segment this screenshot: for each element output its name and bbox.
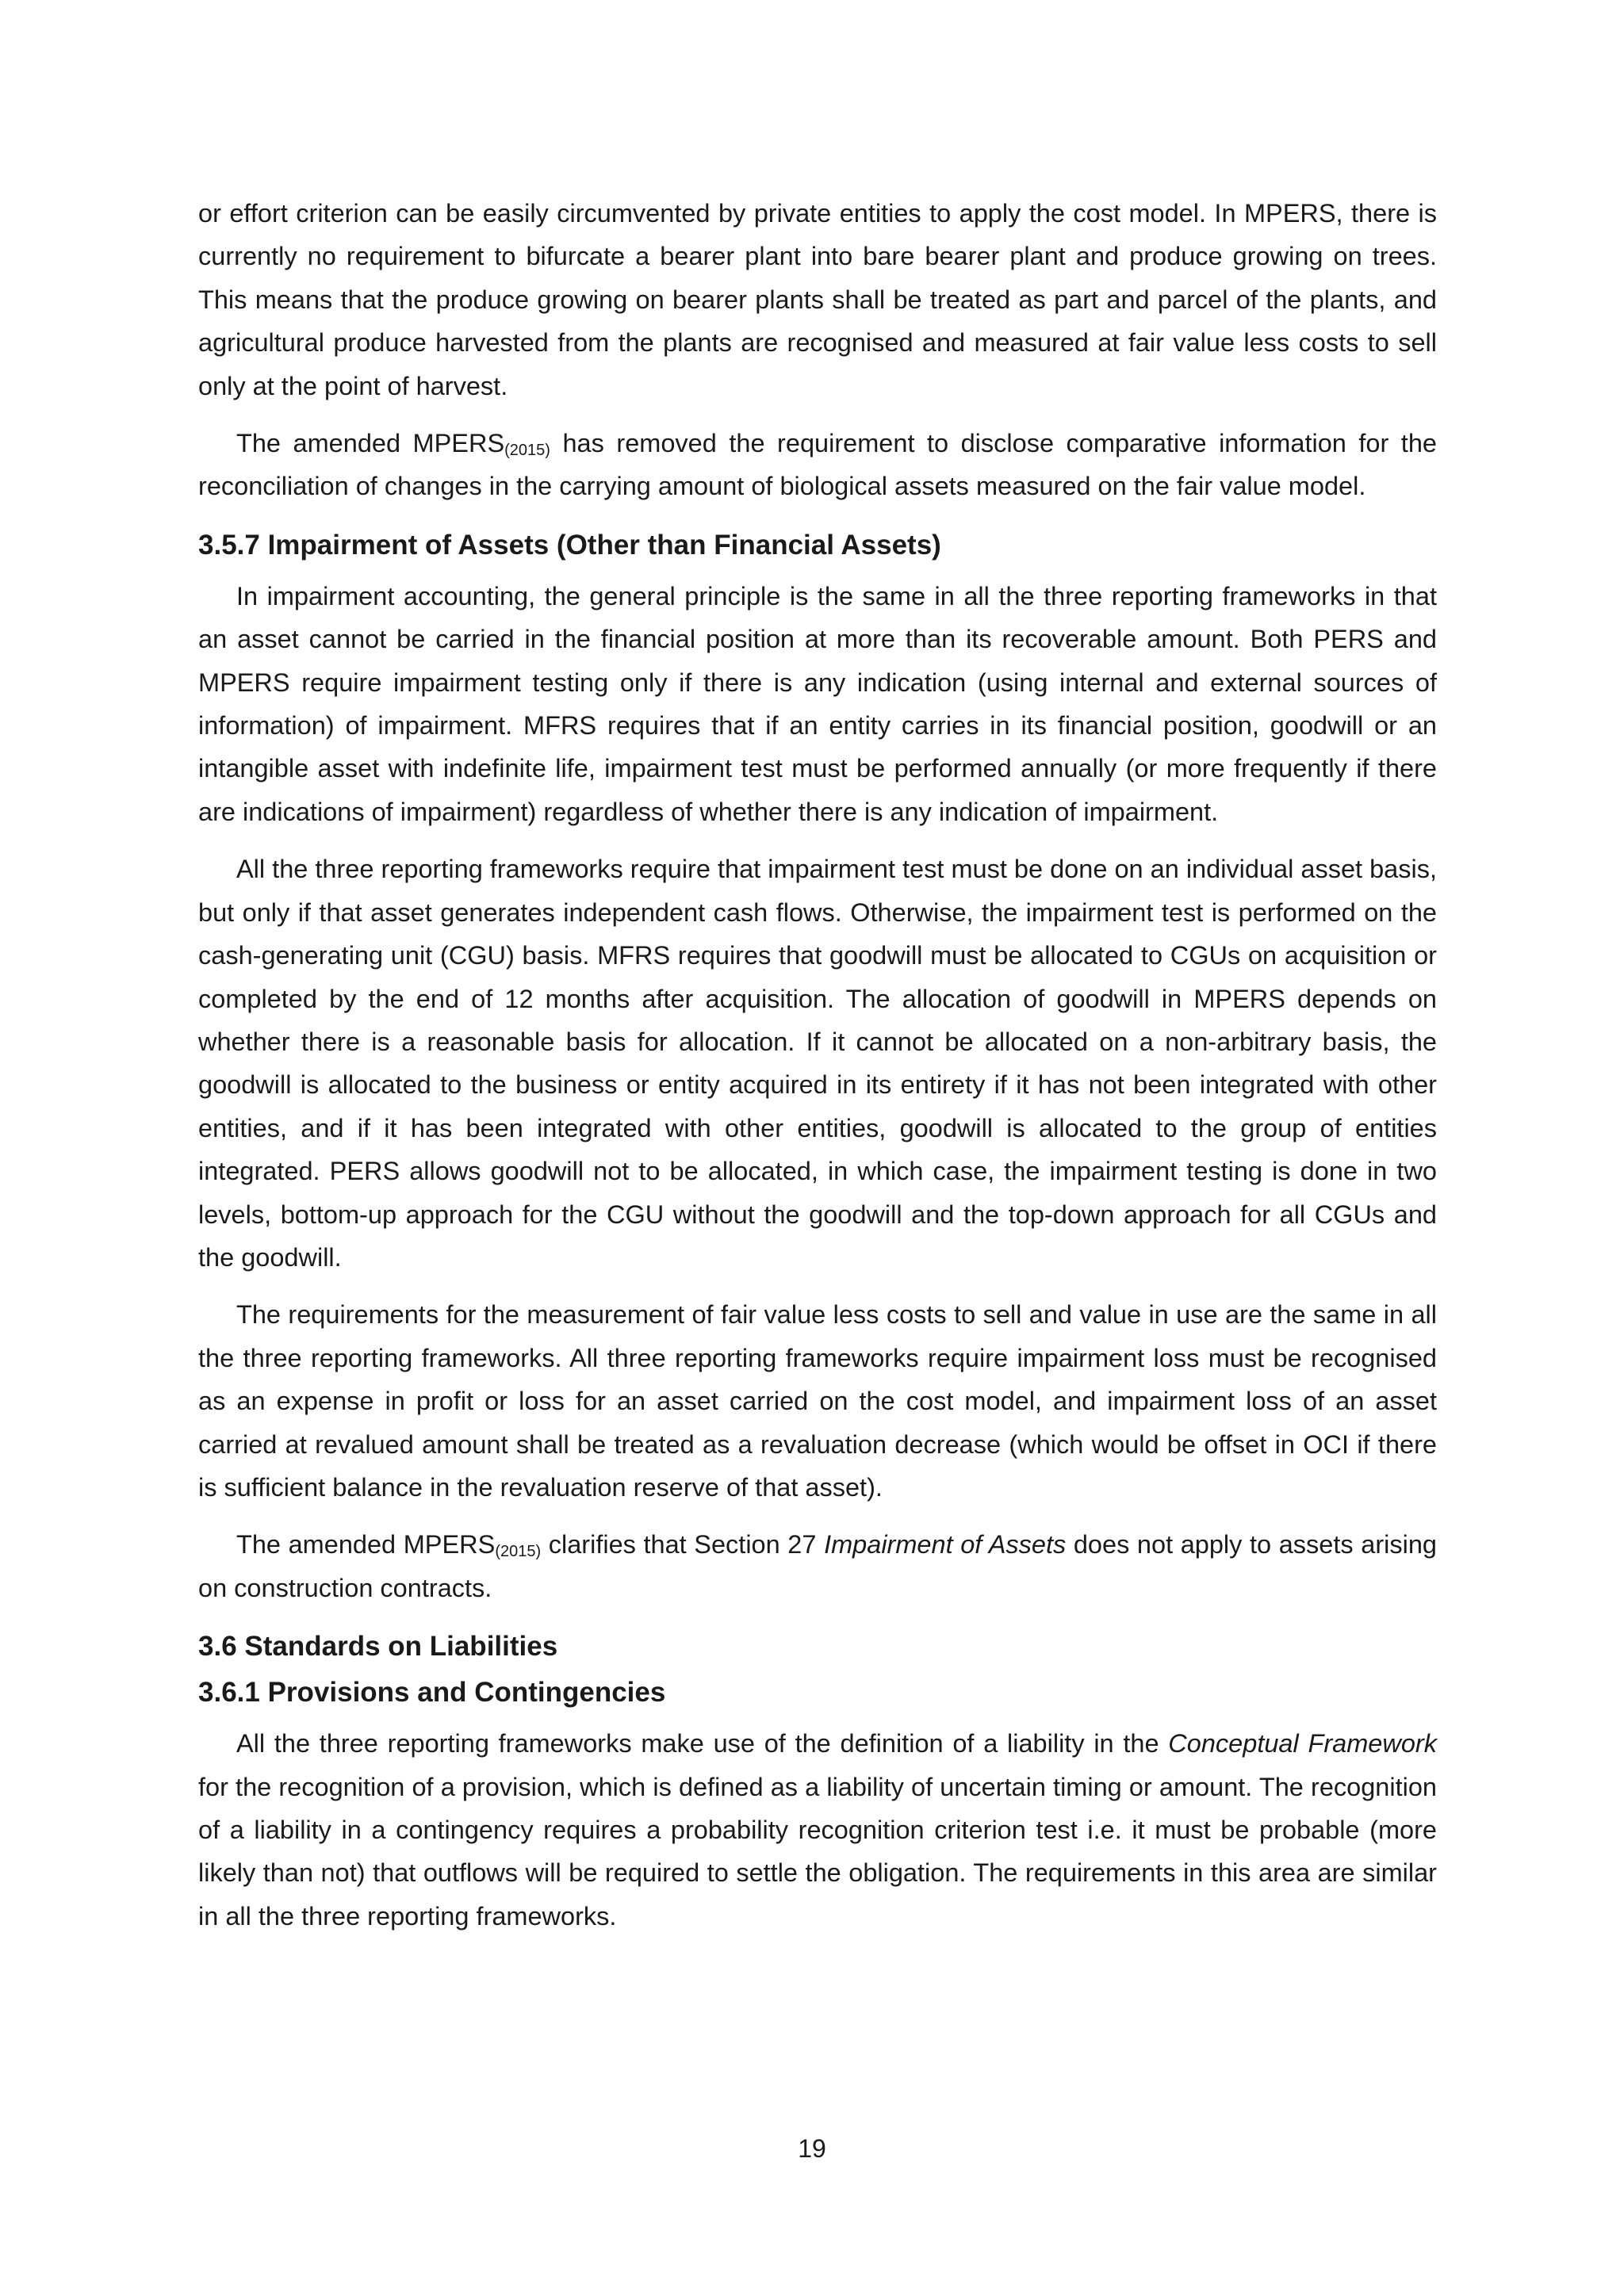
paragraph-mpers-biological-assets xyxy=(198,422,1437,508)
page-number: 19 xyxy=(798,2134,826,2163)
text-run: The amended MPERS xyxy=(236,1530,496,1559)
paragraph-impairment-principle: In impairment accounting, the general principle is the same in all the three reporting frameworks in that an asset cannot be carried in the financial position at more than its recoverable amount. Both PERS and MPERS require impairment testing only if there is any indication (using internal and external sources of information) of impairment. MFRS requires that if an entity carries in its financial position, goodwill or an intangible asset with indefinite life, impairment test must be performed annually (or more frequently if there are indications of impairment) regardless of whether there is any indication of impairment. xyxy=(198,581,1437,826)
text-run: for the recognition of a provision, which is defined as a liability of uncertain timing or amount. The recognition of a liability in a contingency requires a probability recognition criterion test i.e. it must be probable (more likely than not) that outflows will be required to settle the obligation. The requirements in this area are similar in all the three reporting frameworks. xyxy=(198,1772,1437,1931)
heading-3-6-1: 3.6.1 Provisions and Contingencies xyxy=(198,1677,666,1709)
paragraph-provisions xyxy=(198,1722,1437,1938)
text-run: The amended MPERS xyxy=(236,429,505,458)
text-run: clarifies that Section 27 xyxy=(541,1530,825,1559)
heading-3-6: 3.6 Standards on Liabilities xyxy=(198,1631,558,1663)
text-run: All the three reporting frameworks make use of the definition of a liability in the xyxy=(236,1729,1169,1758)
paragraph-impairment-cgu: All the three reporting frameworks require that impairment test must be done on an individual asset basis, but only if that asset generates independent cash flows. Otherwise, the impairment test is performed on the cash-generating unit (CGU) basis. MFRS requires that goodwill must be allocated to CGUs on acquisition or completed by the end of 12 months after acquisition. The allocation of goodwill in MPERS depends on whether there is a reasonable basis for allocation. If it cannot be allocated on a non-arbitrary basis, the goodwill is allocated to the business or entity acquired in its entirety if it has not been integrated with other entities, and if it has been integrated with other entities, goodwill is allocated to the group of entities integrated. PERS allows goodwill not to be allocated, in which case, the impairment testing is done in two levels, bottom-up approach for the CGU without the goodwill and the top-down approach for all CGUs and the goodwill. xyxy=(198,855,1437,1272)
subscript-year: (2015) xyxy=(504,442,550,460)
document-page xyxy=(198,192,1437,1952)
paragraph-bearer-plants: or effort criterion can be easily circumvented by private entities to apply the cost model. In MPERS, there is currently no requirement to bifurcate a bearer plant into bare bearer plant and produce growing on trees. This means that the produce growing on bearer plants shall be treated as part and parcel of the plants, and agricultural produce harvested from the plants are recognised and measured at fair value less costs to sell only at the point of harvest. xyxy=(198,199,1437,400)
paragraph-mpers-section-27 xyxy=(198,1523,1437,1609)
heading-3-5-7: 3.5.7 Impairment of Assets (Other than Financial Assets) xyxy=(198,529,941,561)
paragraph-impairment-measurement: The requirements for the measurement of fair value less costs to sell and value in use are the same in all the three reporting frameworks. All three reporting frameworks require impairment loss must be recognised as an expense in profit or loss for an asset carried on the cost model, and impairment loss of an asset carried at revalued amount shall be treated as a revaluation decrease (which would be offset in OCI if there is sufficient balance in the revaluation reserve of that asset). xyxy=(198,1300,1437,1502)
text-run: does not apply to assets arising on construction contracts. xyxy=(198,1530,1437,1602)
text-run: has removed the requirement to disclose comparative information for the reconciliation of changes in the carrying amount of biological assets measured on the fair value model. xyxy=(198,429,1437,501)
italic-term: Impairment of Assets xyxy=(824,1530,1067,1559)
subscript-year: (2015) xyxy=(495,1543,542,1561)
italic-term: Conceptual Framework xyxy=(1168,1729,1437,1758)
